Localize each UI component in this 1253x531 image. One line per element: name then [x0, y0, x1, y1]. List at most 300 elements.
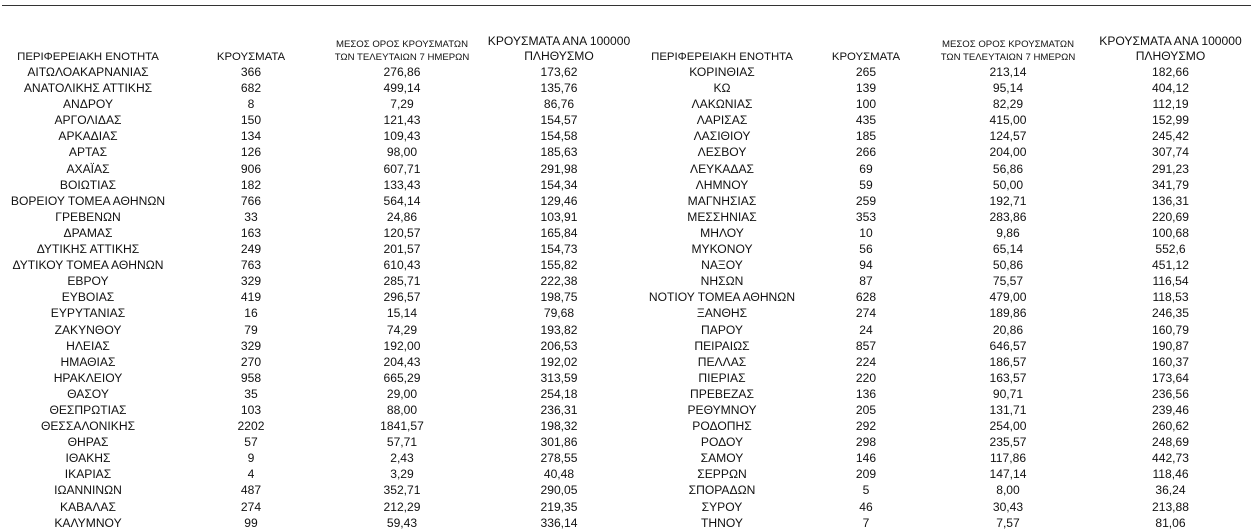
table-body-left: [0, 64, 640, 531]
cell-cases: 134: [240, 129, 262, 144]
table-row: [0, 370, 640, 386]
cell-per100k: 136,31: [1152, 193, 1189, 208]
header-per100k: ΚΡΟΥΣΜΑΤΑ ΑΝΑ 100000 ΠΛΗΘΥΣΜΟ: [1099, 34, 1242, 63]
cell-per100k: 118,53: [1152, 290, 1189, 305]
cell-avg7: 133,43: [383, 177, 421, 192]
cell-cases: 69: [859, 161, 873, 176]
cell-cases: 266: [855, 145, 877, 160]
cell-per100k: 116,54: [1152, 274, 1189, 289]
cell-avg7: 607,71: [383, 161, 421, 176]
cell-avg7: 24,86: [386, 209, 418, 224]
cell-cases: 298: [855, 435, 877, 450]
cell-region: ΑΧΑΪΑΣ: [66, 161, 110, 176]
cell-cases: 958: [240, 370, 262, 385]
table-row: [0, 466, 640, 482]
cell-region: ΙΚΑΡΙΑΣ: [64, 467, 112, 482]
cell-per100k: 173,64: [1152, 370, 1189, 385]
cell-avg7: 147,14: [989, 467, 1027, 482]
cell-avg7: 189,86: [989, 306, 1027, 321]
cell-avg7: 30,43: [992, 499, 1024, 514]
cell-avg7: 213,14: [989, 65, 1027, 79]
cell-cases: 9: [247, 451, 255, 466]
cell-avg7: 204,43: [383, 354, 421, 369]
cell-cases: 2202: [237, 419, 265, 434]
cell-cases: 329: [240, 338, 262, 353]
cell-region: ΑΡΓΟΛΙΔΑΣ: [54, 113, 122, 128]
table-row: [640, 64, 1253, 80]
table-row: [640, 418, 1253, 434]
cell-avg7: 8,00: [996, 483, 1020, 498]
cell-per100k: 193,82: [540, 322, 578, 337]
cell-cases: 487: [240, 483, 262, 498]
cell-per100k: 291,23: [1152, 161, 1189, 176]
header-row: [640, 34, 1253, 64]
cell-per100k: 404,12: [1152, 81, 1189, 96]
table-row: [640, 193, 1253, 209]
cell-per100k: 290,05: [540, 483, 578, 498]
cell-cases: 8: [247, 97, 255, 112]
table-row: [0, 515, 640, 531]
table-row: [640, 96, 1253, 112]
cell-cases: 16: [244, 306, 258, 321]
cell-per100k: 254,18: [540, 386, 578, 401]
cell-per100k: 260,62: [1152, 419, 1189, 434]
cell-cases: 366: [240, 65, 262, 79]
cell-cases: 126: [240, 145, 262, 160]
cell-avg7: 352,71: [383, 483, 421, 498]
cell-per100k: 154,57: [540, 113, 578, 128]
cell-avg7: 163,57: [989, 370, 1027, 385]
table-row: [640, 322, 1253, 338]
cell-cases: 274: [240, 499, 262, 514]
cell-region: ΑΝΔΡΟΥ: [62, 97, 114, 112]
cell-cases: 10: [859, 225, 873, 240]
cell-per100k: 192,02: [540, 354, 578, 369]
table-row: [640, 257, 1253, 273]
cases-table-left: [0, 34, 640, 531]
cell-avg7: 1841,57: [380, 419, 424, 434]
cell-region: ΛΕΥΚΑΔΑΣ: [690, 161, 754, 176]
cell-cases: 906: [240, 161, 262, 176]
cell-per100k: 245,42: [1152, 129, 1189, 144]
cell-per100k: 301,86: [540, 435, 578, 450]
cell-region: ΚΟΡΙΝΘΙΑΣ: [689, 65, 755, 79]
cell-cases: 163: [240, 225, 262, 240]
cell-region: ΑΙΤΩΛΟΑΚΑΡΝΑΝΙΑΣ: [27, 65, 149, 79]
table-row: [640, 450, 1253, 466]
cell-region: ΡΟΔΟΥ: [700, 435, 744, 450]
cell-per100k: 451,12: [1152, 258, 1189, 273]
table-row: [0, 241, 640, 257]
table-row: [640, 434, 1253, 450]
cell-region: ΖΑΚΥΝΘΟΥ: [54, 322, 122, 337]
cell-avg7: 109,43: [383, 129, 421, 144]
cell-avg7: 124,57: [989, 129, 1027, 144]
header-avg7: ΜΕΣΟΣ ΟΡΟΣ ΚΡΟΥΣΜΑΤΩΝ ΤΩΝ ΤΕΛΕΥΤΑΙΩΝ 7 ΗΜΕΡΩΝ: [334, 39, 470, 63]
cell-per100k: 173,62: [540, 65, 578, 79]
cell-per100k: 118,46: [1152, 467, 1189, 482]
table-row: [0, 499, 640, 515]
cell-avg7: 7,57: [996, 515, 1020, 530]
cell-cases: 87: [859, 274, 873, 289]
table-row: [0, 305, 640, 321]
table-row: [0, 225, 640, 241]
table-row: [0, 450, 640, 466]
cell-region: ΠΙΕΡΙΑΣ: [698, 370, 746, 385]
table-row: [0, 434, 640, 450]
cell-per100k: 246,35: [1152, 306, 1189, 321]
cell-region: ΜΑΓΝΗΣΙΑΣ: [687, 193, 757, 208]
cell-avg7: 235,57: [989, 435, 1027, 450]
cell-avg7: 204,00: [989, 145, 1027, 160]
cell-avg7: 254,00: [989, 419, 1027, 434]
cell-avg7: 2,43: [390, 451, 414, 466]
table-row: [640, 112, 1253, 128]
cell-region: ΕΥΡΥΤΑΝΙΑΣ: [50, 306, 126, 321]
cell-region: ΗΡΑΚΛΕΙΟΥ: [53, 370, 123, 385]
cell-region: ΒΟΡΕΙΟΥ ΤΟΜΕΑ ΑΘΗΝΩΝ: [10, 193, 166, 208]
cell-region: ΛΕΣΒΟΥ: [697, 145, 747, 160]
cell-avg7: 56,86: [992, 161, 1024, 176]
cell-region: ΗΜΑΘΙΑΣ: [60, 354, 116, 369]
table-row: [640, 305, 1253, 321]
cell-per100k: 103,91: [540, 209, 578, 224]
table-row: [0, 177, 640, 193]
cell-avg7: 192,00: [383, 338, 421, 353]
cell-region: ΔΡΑΜΑΣ: [63, 225, 113, 240]
table-row: [640, 515, 1253, 531]
table-row: [0, 193, 640, 209]
cell-per100k: 182,66: [1152, 65, 1189, 79]
cell-region: ΜΕΣΣΗΝΙΑΣ: [687, 209, 757, 224]
cell-per100k: 206,53: [540, 338, 578, 353]
cell-avg7: 212,29: [383, 499, 421, 514]
header-region: ΠΕΡΙΦΕΡΕΙΑΚΗ ΕΝΟΤΗΤΑ: [17, 51, 159, 63]
cell-per100k: 278,55: [540, 451, 578, 466]
cell-cases: 57: [244, 435, 258, 450]
cell-region: ΚΑΛΥΜΝΟΥ: [54, 515, 122, 530]
cell-cases: 185: [855, 129, 877, 144]
table-row: [640, 80, 1253, 96]
cell-per100k: 155,82: [540, 258, 578, 273]
cell-per100k: 160,79: [1152, 322, 1189, 337]
cell-per100k: 81,06: [1155, 515, 1186, 530]
cell-avg7: 120,57: [383, 225, 421, 240]
header-avg7: ΜΕΣΟΣ ΟΡΟΣ ΚΡΟΥΣΜΑΤΩΝ ΤΩΝ ΤΕΛΕΥΤΑΙΩΝ 7 ΗΜΕΡΩΝ: [940, 39, 1076, 63]
cell-per100k: 239,46: [1152, 402, 1189, 417]
cell-per100k: 36,24: [1155, 483, 1186, 498]
cell-cases: 353: [855, 209, 877, 224]
cell-cases: 182: [240, 177, 262, 192]
cell-cases: 24: [859, 322, 873, 337]
cell-avg7: 90,71: [992, 386, 1024, 401]
cell-avg7: 121,43: [383, 113, 421, 128]
cell-cases: 265: [855, 65, 877, 79]
cell-region: ΜΥΚΟΝΟΥ: [691, 242, 753, 257]
cell-cases: 59: [859, 177, 873, 192]
cell-avg7: 610,43: [383, 258, 421, 273]
cell-avg7: 117,86: [989, 451, 1027, 466]
cell-cases: 249: [240, 242, 262, 257]
cell-cases: 33: [244, 209, 258, 224]
cell-avg7: 29,00: [386, 386, 418, 401]
cell-avg7: 131,71: [989, 402, 1027, 417]
cell-avg7: 296,57: [383, 290, 421, 305]
cell-region: ΛΑΚΩΝΙΑΣ: [691, 97, 753, 112]
cell-avg7: 564,14: [383, 193, 421, 208]
cell-cases: 209: [855, 467, 877, 482]
cell-avg7: 75,57: [992, 274, 1024, 289]
cell-region: ΛΑΡΙΣΑΣ: [696, 113, 748, 128]
cell-region: ΘΗΡΑΣ: [67, 435, 109, 450]
cell-cases: 259: [855, 193, 877, 208]
cell-region: ΙΩΑΝΝΙΝΩΝ: [54, 483, 122, 498]
cell-per100k: 152,99: [1152, 113, 1189, 128]
table-row: [640, 402, 1253, 418]
table-row: [640, 128, 1253, 144]
table-row: [0, 112, 640, 128]
table-row: [0, 128, 640, 144]
cell-region: ΠΕΛΛΑΣ: [697, 354, 747, 369]
cell-per100k: 190,87: [1152, 338, 1189, 353]
table-row: [640, 386, 1253, 402]
table-row: [640, 338, 1253, 354]
cell-region: ΡΟΔΟΠΗΣ: [692, 419, 752, 434]
cell-cases: 205: [855, 402, 877, 417]
cell-avg7: 7,29: [390, 97, 414, 112]
cell-avg7: 9,86: [996, 225, 1020, 240]
cell-avg7: 82,29: [992, 97, 1024, 112]
cell-region: ΚΑΒΑΛΑΣ: [60, 499, 116, 514]
cell-region: ΤΗΝΟΥ: [701, 515, 743, 530]
cell-region: ΜΗΛΟΥ: [700, 225, 744, 240]
cell-cases: 79: [244, 322, 258, 337]
table-row: [640, 177, 1253, 193]
cell-region: ΕΒΡΟΥ: [67, 274, 109, 289]
cell-region: ΘΕΣΠΡΩΤΙΑΣ: [49, 402, 127, 417]
cell-region: ΣΕΡΡΩΝ: [697, 467, 747, 482]
cell-cases: 628: [855, 290, 877, 305]
cell-per100k: 236,31: [540, 402, 578, 417]
table-row: [640, 466, 1253, 482]
cell-region: ΛΑΣΙΘΙΟΥ: [693, 129, 751, 144]
table-body-right: [640, 64, 1253, 531]
cell-cases: 99: [244, 515, 258, 530]
cell-avg7: 88,00: [386, 402, 418, 417]
cell-per100k: 442,73: [1152, 451, 1189, 466]
table-row: [0, 418, 640, 434]
cell-per100k: 552,6: [1155, 242, 1186, 257]
cell-region: ΓΡΕΒΕΝΩΝ: [55, 209, 121, 224]
cell-region: ΠΕΙΡΑΙΩΣ: [694, 338, 750, 353]
cell-per100k: 154,73: [540, 242, 578, 257]
cell-region: ΝΑΞΟΥ: [701, 258, 743, 273]
table-row: [0, 96, 640, 112]
cell-avg7: 3,29: [390, 467, 414, 482]
cell-per100k: 213,88: [1152, 499, 1189, 514]
cell-cases: 100: [855, 97, 877, 112]
cell-cases: 292: [855, 419, 877, 434]
cell-avg7: 186,57: [989, 354, 1027, 369]
table-row: [0, 354, 640, 370]
cell-region: ΕΥΒΟΙΑΣ: [61, 290, 115, 305]
cell-avg7: 276,86: [383, 65, 421, 79]
cell-per100k: 135,76: [540, 81, 578, 96]
cell-cases: 146: [855, 451, 877, 466]
cell-cases: 766: [240, 193, 262, 208]
cell-per100k: 129,46: [540, 193, 578, 208]
cell-avg7: 98,00: [386, 145, 418, 160]
table-row: [0, 80, 640, 96]
cell-avg7: 499,14: [383, 81, 421, 96]
header-cases: ΚΡΟΥΣΜΑΤΑ: [216, 51, 286, 63]
cell-region: ΚΩ: [713, 81, 731, 96]
cell-region: ΣΠΟΡΑΔΩΝ: [688, 483, 756, 498]
cell-region: ΛΗΜΝΟΥ: [695, 177, 749, 192]
cell-region: ΑΡΤΑΣ: [68, 145, 108, 160]
cell-cases: 274: [855, 306, 877, 321]
cell-avg7: 285,71: [383, 274, 421, 289]
cell-avg7: 283,86: [989, 209, 1027, 224]
cell-region: ΗΛΕΙΑΣ: [66, 338, 110, 353]
cell-avg7: 59,43: [386, 515, 418, 530]
cell-avg7: 415,00: [989, 113, 1027, 128]
table-row: [0, 482, 640, 498]
cell-per100k: 236,56: [1152, 386, 1189, 401]
table-row: [0, 161, 640, 177]
cell-avg7: 192,71: [989, 193, 1027, 208]
cell-region: ΞΑΝΘΗΣ: [696, 306, 748, 321]
cell-region: ΔΥΤΙΚΗΣ ΑΤΤΙΚΗΣ: [36, 242, 140, 257]
table-row: [0, 386, 640, 402]
cases-table-right: [640, 34, 1253, 531]
cell-avg7: 57,71: [386, 435, 418, 450]
cell-avg7: 646,57: [989, 338, 1027, 353]
table-row: [0, 209, 640, 225]
header-per100k: ΚΡΟΥΣΜΑΤΑ ΑΝΑ 100000 ΠΛΗΘΥΣΜΟ: [487, 34, 631, 63]
cell-per100k: 100,68: [1152, 225, 1189, 240]
cell-region: ΘΕΣΣΑΛΟΝΙΚΗΣ: [40, 419, 136, 434]
cell-per100k: 222,38: [540, 274, 578, 289]
table-row: [640, 241, 1253, 257]
cell-per100k: 198,75: [540, 290, 578, 305]
cell-avg7: 201,57: [383, 242, 421, 257]
cell-per100k: 154,58: [540, 129, 578, 144]
table-row: [0, 257, 640, 273]
table-row: [640, 209, 1253, 225]
cell-cases: 435: [855, 113, 877, 128]
header-row: [0, 34, 640, 64]
cell-region: ΝΟΤΙΟΥ ΤΟΜΕΑ ΑΘΗΝΩΝ: [648, 290, 796, 305]
table-row: [0, 64, 640, 80]
table-row: [0, 144, 640, 160]
cell-cases: 94: [859, 258, 873, 273]
cell-region: ΘΑΣΟΥ: [67, 386, 109, 401]
table-row: [640, 273, 1253, 289]
cell-region: ΔΥΤΙΚΟΥ ΤΟΜΕΑ ΑΘΗΝΩΝ: [12, 258, 164, 273]
cell-cases: 220: [855, 370, 877, 385]
cell-cases: 224: [855, 354, 877, 369]
cell-cases: 329: [240, 274, 262, 289]
cell-per100k: 336,14: [540, 515, 578, 530]
table-row: [0, 338, 640, 354]
cell-avg7: 95,14: [992, 81, 1024, 96]
cell-cases: 103: [240, 402, 262, 417]
cell-region: ΑΝΑΤΟΛΙΚΗΣ ΑΤΤΙΚΗΣ: [23, 81, 153, 96]
cell-per100k: 185,63: [540, 145, 578, 160]
cell-region: ΣΑΜΟΥ: [700, 451, 744, 466]
cell-per100k: 219,35: [540, 499, 578, 514]
table-row: [640, 499, 1253, 515]
cell-avg7: 665,29: [383, 370, 421, 385]
cell-region: ΠΑΡΟΥ: [701, 322, 743, 337]
cell-cases: 150: [240, 113, 262, 128]
cell-avg7: 50,00: [992, 177, 1024, 192]
cell-per100k: 313,59: [540, 370, 578, 385]
cell-cases: 139: [855, 81, 877, 96]
cell-per100k: 291,98: [540, 161, 578, 176]
cell-cases: 5: [862, 483, 870, 498]
cell-cases: 56: [859, 242, 873, 257]
cell-cases: 419: [240, 290, 262, 305]
cell-region: ΝΗΣΩΝ: [700, 274, 744, 289]
cell-per100k: 307,74: [1152, 145, 1189, 160]
cell-avg7: 479,00: [989, 290, 1027, 305]
cell-cases: 46: [859, 499, 873, 514]
header-cases: ΚΡΟΥΣΜΑΤΑ: [831, 51, 901, 63]
cell-avg7: 15,14: [386, 306, 418, 321]
cell-per100k: 220,69: [1152, 209, 1189, 224]
cell-cases: 857: [855, 338, 877, 353]
cell-avg7: 50,86: [992, 258, 1024, 273]
cell-per100k: 79,68: [543, 306, 575, 321]
table-row: [640, 289, 1253, 305]
table-row: [0, 289, 640, 305]
table-row: [640, 225, 1253, 241]
cell-avg7: 65,14: [992, 242, 1024, 257]
table-row: [640, 482, 1253, 498]
cell-cases: 682: [240, 81, 262, 96]
cell-per100k: 165,84: [540, 225, 578, 240]
table-row: [640, 370, 1253, 386]
header-region: ΠΕΡΙΦΕΡΕΙΑΚΗ ΕΝΟΤΗΤΑ: [651, 51, 793, 63]
cell-per100k: 198,32: [540, 419, 578, 434]
cell-cases: 35: [244, 386, 258, 401]
cell-region: ΒΟΙΩΤΙΑΣ: [59, 177, 117, 192]
cell-cases: 4: [247, 467, 255, 482]
cell-per100k: 40,48: [543, 467, 575, 482]
cell-cases: 270: [240, 354, 262, 369]
cell-region: ΙΘΑΚΗΣ: [65, 451, 111, 466]
cell-avg7: 74,29: [386, 322, 418, 337]
cell-region: ΠΡΕΒΕΖΑΣ: [690, 386, 754, 401]
table-row: [640, 161, 1253, 177]
cell-region: ΡΕΘΥΜΝΟΥ: [687, 402, 757, 417]
table-row: [0, 402, 640, 418]
table-row: [640, 354, 1253, 370]
cell-per100k: 154,34: [540, 177, 578, 192]
table-row: [640, 144, 1253, 160]
cell-per100k: 112,19: [1152, 97, 1189, 112]
cell-per100k: 248,69: [1152, 435, 1189, 450]
cell-per100k: 160,37: [1152, 354, 1189, 369]
cell-cases: 763: [240, 258, 262, 273]
cell-region: ΑΡΚΑΔΙΑΣ: [58, 129, 118, 144]
cell-per100k: 86,76: [543, 97, 575, 112]
cell-avg7: 20,86: [992, 322, 1024, 337]
cell-cases: 7: [862, 515, 870, 530]
table-row: [0, 322, 640, 338]
